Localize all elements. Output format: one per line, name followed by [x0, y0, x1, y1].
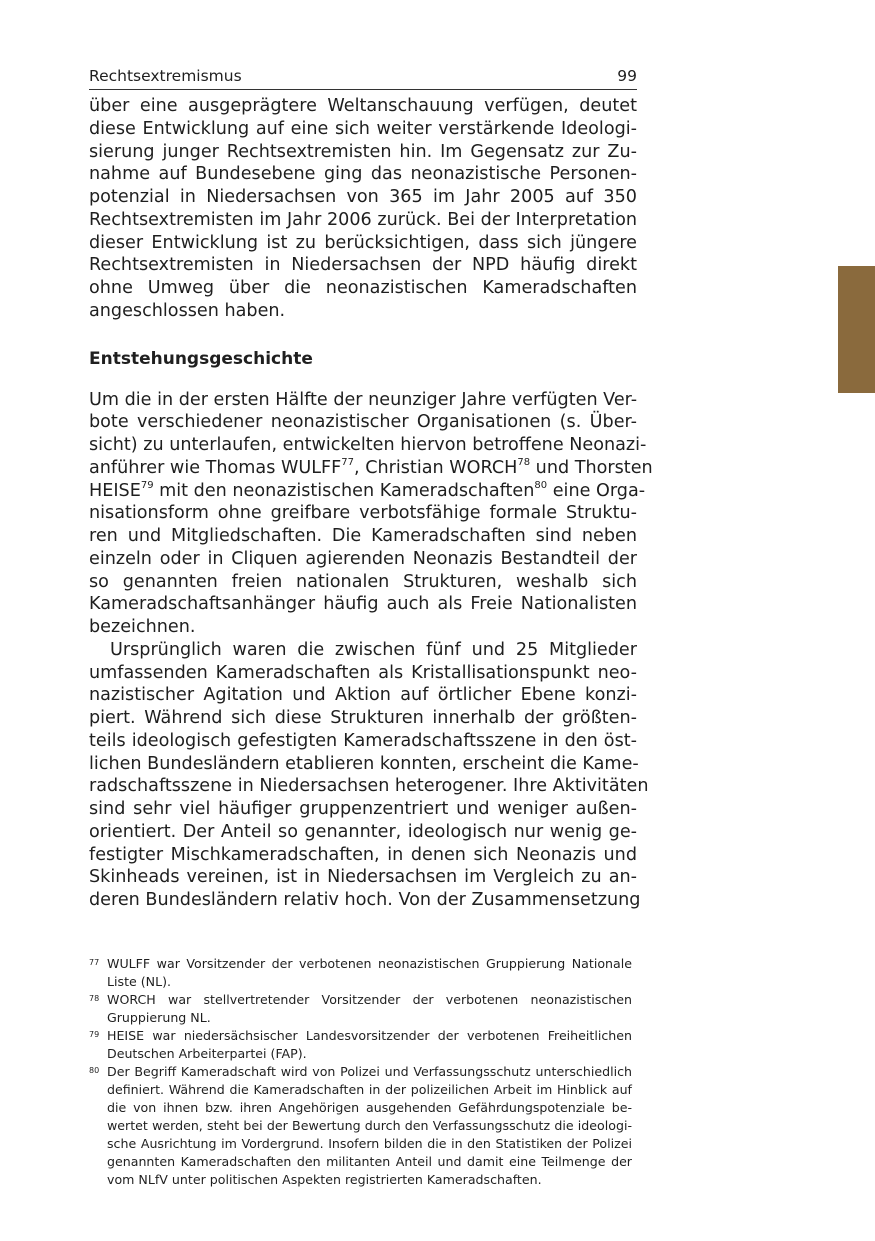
text-line: nazistischer Agitation und Aktion auf örtlicher Ebene konzi- [89, 685, 637, 706]
footnote-ref-80: 80 [534, 479, 548, 491]
text-line: Kameradschaftsanhänger häufig auch als Freie Nationalisten [89, 594, 637, 615]
running-title: Rechtsextremismus [89, 67, 242, 85]
text-segment: , Christian WORCH [354, 457, 518, 478]
text-line: bote verschiedener neonazistischer Organisationen (s. Über- [89, 412, 637, 433]
text-line: angeschlossen haben. [89, 300, 286, 321]
footnote-line: WULFF war Vorsitzender der verbotenen neonazistischen Gruppierung Nationale [107, 956, 632, 971]
footnotes [89, 955, 632, 1189]
text-segment: HEISE [89, 480, 141, 501]
footnote-line: Der Begriff Kameradschaft wird von Polizei und Verfassungsschutz unterschiedlich [107, 1064, 632, 1079]
footnote-number: 80 [89, 1066, 100, 1075]
text-line: Rechtsextremisten im Jahr 2006 zurück. Bei der Interpretation [89, 209, 637, 230]
paragraph-origin [89, 389, 653, 639]
text-line: teils ideologisch gefestigten Kameradschaftsszene in den öst- [89, 730, 637, 751]
running-header [89, 66, 637, 90]
text-line: sicht) zu unterlaufen, entwickelten hiervon betroffene Neonazi- [89, 435, 647, 455]
footnote-line: definiert. Während die Kameradschaften in der polizeilichen Arbeit im Hinblick auf [107, 1082, 632, 1097]
text-line: lichen Bundesländern etablieren konnten, erscheint die Kame- [89, 753, 639, 774]
text-segment: anführer wie Thomas WULFF [89, 457, 342, 478]
text-line: festigter Mischkameradschaften, in denen sich Neonazis und [89, 844, 637, 865]
text-line: bezeichnen. [89, 617, 196, 637]
footnote-number: 77 [89, 958, 100, 967]
section-heading: Entstehungsgeschichte [89, 348, 313, 369]
text-line: piert. Während sich diese Strukturen innerhalb der größten- [89, 708, 637, 728]
paragraph-intro [89, 95, 637, 323]
text-line: radschaftsszene in Niedersachsen heterogener. Ihre Aktivitäten [89, 776, 649, 797]
chapter-thumb-tab [838, 266, 875, 393]
footnote-line: Liste (NL). [107, 974, 172, 989]
text-line: ohne Umweg über die neonazistischen Kameradschaften [89, 278, 637, 298]
footnote-line: vom NLfV unter politischen Aspekten registrierten Kameradschaften. [107, 1172, 542, 1187]
text-line: potenzial in Niedersachsen von 365 im Jahr 2005 auf 350 [89, 187, 637, 207]
text-line: deren Bundesländern relativ hoch. Von der Zusammensetzung [89, 890, 641, 910]
text-line: nisationsform ohne greifbare verbotsfähige formale Struktu- [89, 503, 637, 524]
text-line: sind sehr viel häufiger gruppenzentriert und weniger außen- [89, 799, 637, 819]
paragraph-development [89, 639, 649, 912]
text-line: orientiert. Der Anteil so genannter, ideologisch nur wenig ge- [89, 821, 637, 842]
footnote-line: Gruppierung NL. [107, 1010, 211, 1025]
footnote-ref-77: 77 [341, 456, 355, 468]
footnote-line: WORCH war stellvertretender Vorsitzender der verbotenen neonazistischen [107, 992, 632, 1007]
footnote-ref-78: 78 [517, 456, 531, 468]
text-line: so genannten freien nationalen Strukturen, weshalb sich [89, 571, 637, 592]
text-line: nahme auf Bundesebene ging das neonazistische Personen- [89, 164, 637, 185]
footnote-78 [89, 991, 632, 1027]
footnote-line: wertet werden, steht bei der Bewertung durch den Verfassungsschutz die ideologi- [107, 1118, 632, 1133]
text-line: Um die in der ersten Hälfte der neunziger Jahre verfügten Ver- [89, 389, 638, 410]
text-segment: und Thorsten [530, 457, 653, 478]
text-segment: mit den neonazistischen Kameradschaften [153, 480, 535, 501]
footnote-77 [89, 955, 632, 991]
text-line: ren und Mitgliedschaften. Die Kameradschaften sind neben [89, 526, 637, 546]
footnote-line: HEISE war niedersächsischer Landesvorsitzender der verbotenen Freiheitlichen [107, 1028, 632, 1043]
footnote-line: Deutschen Arbeiterpartei (FAP). [107, 1046, 307, 1061]
text-line: über eine ausgeprägtere Weltanschauung verfügen, deutet [89, 96, 637, 116]
text-line: einzeln oder in Cliquen agierenden Neonazis Bestandteil der [89, 548, 637, 569]
footnote-line: genannten Kameradschaften den militanten Anteil und damit eine Teilmenge der [107, 1154, 632, 1169]
footnote-79 [89, 1027, 632, 1063]
text-line: dieser Entwicklung ist zu berücksichtigen, dass sich jüngere [89, 232, 637, 253]
footnote-line: sche Ausrichtung im Vordergrund. Insofern bilden die in den Statistiken der Polizei [107, 1136, 632, 1151]
text-line: Ursprünglich waren die zwischen fünf und 25 Mitglieder [110, 639, 637, 660]
text-line: Rechtsextremisten in Niedersachsen der NPD häufig direkt [89, 255, 637, 276]
text-line: Skinheads vereinen, ist in Niedersachsen im Vergleich zu an- [89, 867, 637, 888]
footnote-line: die von ihnen bzw. ihren Angehörigen ausgehenden Gefährdungspotenziale be- [107, 1100, 632, 1115]
page-number: 99 [617, 67, 637, 85]
text-line-with-footnotes [89, 479, 646, 503]
main-text [89, 95, 653, 912]
text-line-with-footnotes [89, 456, 653, 480]
text-line: sierung junger Rechtsextremisten hin. Im Gegensatz zur Zu- [89, 141, 637, 162]
footnote-ref-79: 79 [140, 479, 154, 491]
text-line: umfassenden Kameradschaften als Kristallisationspunkt neo- [89, 662, 637, 683]
text-segment: eine Orga- [547, 480, 646, 501]
footnote-80 [89, 1063, 632, 1189]
footnote-number: 78 [89, 994, 100, 1003]
footnote-number: 79 [89, 1030, 100, 1039]
text-line: diese Entwicklung auf eine sich weiter verstärkende Ideologi- [89, 118, 637, 139]
